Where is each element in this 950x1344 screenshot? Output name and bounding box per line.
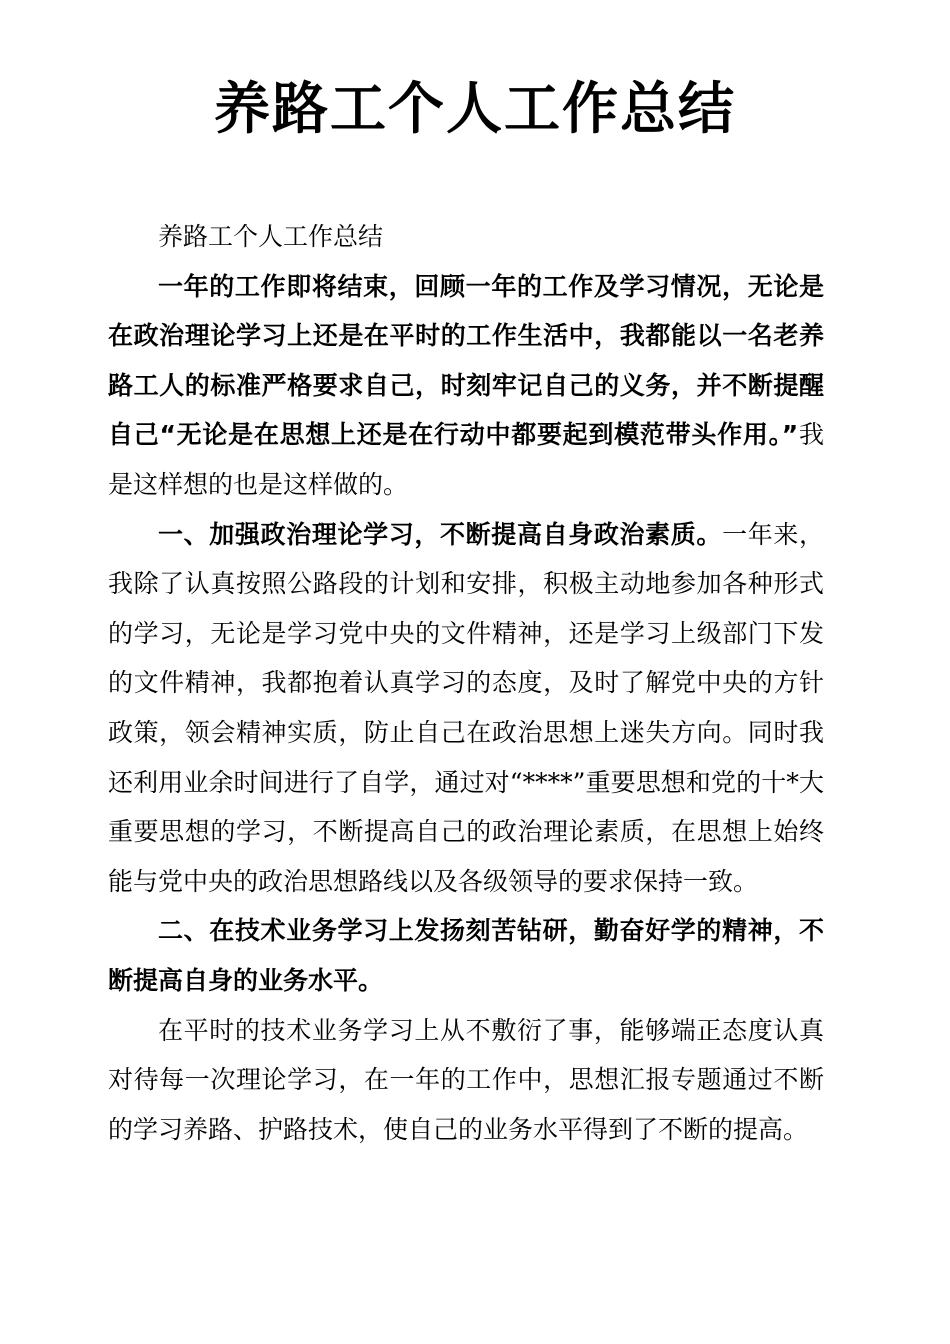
section-one-heading: 一、加强政治理论学习，不断提高自身政治素质。 — [158, 519, 723, 549]
paragraph-bold-text: 一年的工作即将结束，回顾一年的工作及学习情况，无论是在政治理论学习上还是在平时的工作生活中，我都能以一名老养路工人的标准严格要求自己，时刻牢记自己的义务，并不断提醒自己“无论是在思想上还是在行动中都要起到模范带头作用。” — [108, 271, 824, 450]
paragraph-text: 我是这样想的也是这样做的。 — [108, 420, 824, 499]
paragraph-text: 养路工个人工作总结 — [158, 222, 384, 251]
paragraph-text: 一年来，我除了认真按照公路段的计划和安排，积极主动地参加各种形式的学习，无论是学习党中央的文件精神，还是学习上级部门下发的文件精神，我都抱着认真学习的态度，及时了解党中央的方针政策，领会精神实质，防止自己在政治思想上迷失方向。同时我还利用业余时间进行了自学，通过对“****”重要思想和党的十*大重要思想的学习，不断提高自己的政治理论素质，在思想上始终能与党中央的政治思想路线以及各级领导的要求保持一致。 — [108, 519, 824, 896]
paragraph-intro — [108, 262, 824, 510]
paragraph-heading — [108, 212, 824, 262]
paragraph-section-one — [108, 510, 824, 907]
paragraph-section-two — [108, 906, 824, 1005]
document-title: 养路工个人工作总结 — [214, 77, 736, 142]
document-body — [108, 212, 824, 1154]
paragraph-text: 在平时的技术业务学习上从不敷衍了事，能够端正态度认真对待每一次理论学习，在一年的工作中，思想汇报专题通过不断的学习养路、护路技术，使自己的业务水平得到了不断的提高。 — [108, 1015, 824, 1144]
paragraph-section-two-body — [108, 1006, 824, 1155]
section-two-heading: 二、在技术业务学习上发扬刻苦钻研，勤奋好学的精神，不断提高自身的业务水平。 — [108, 916, 824, 995]
